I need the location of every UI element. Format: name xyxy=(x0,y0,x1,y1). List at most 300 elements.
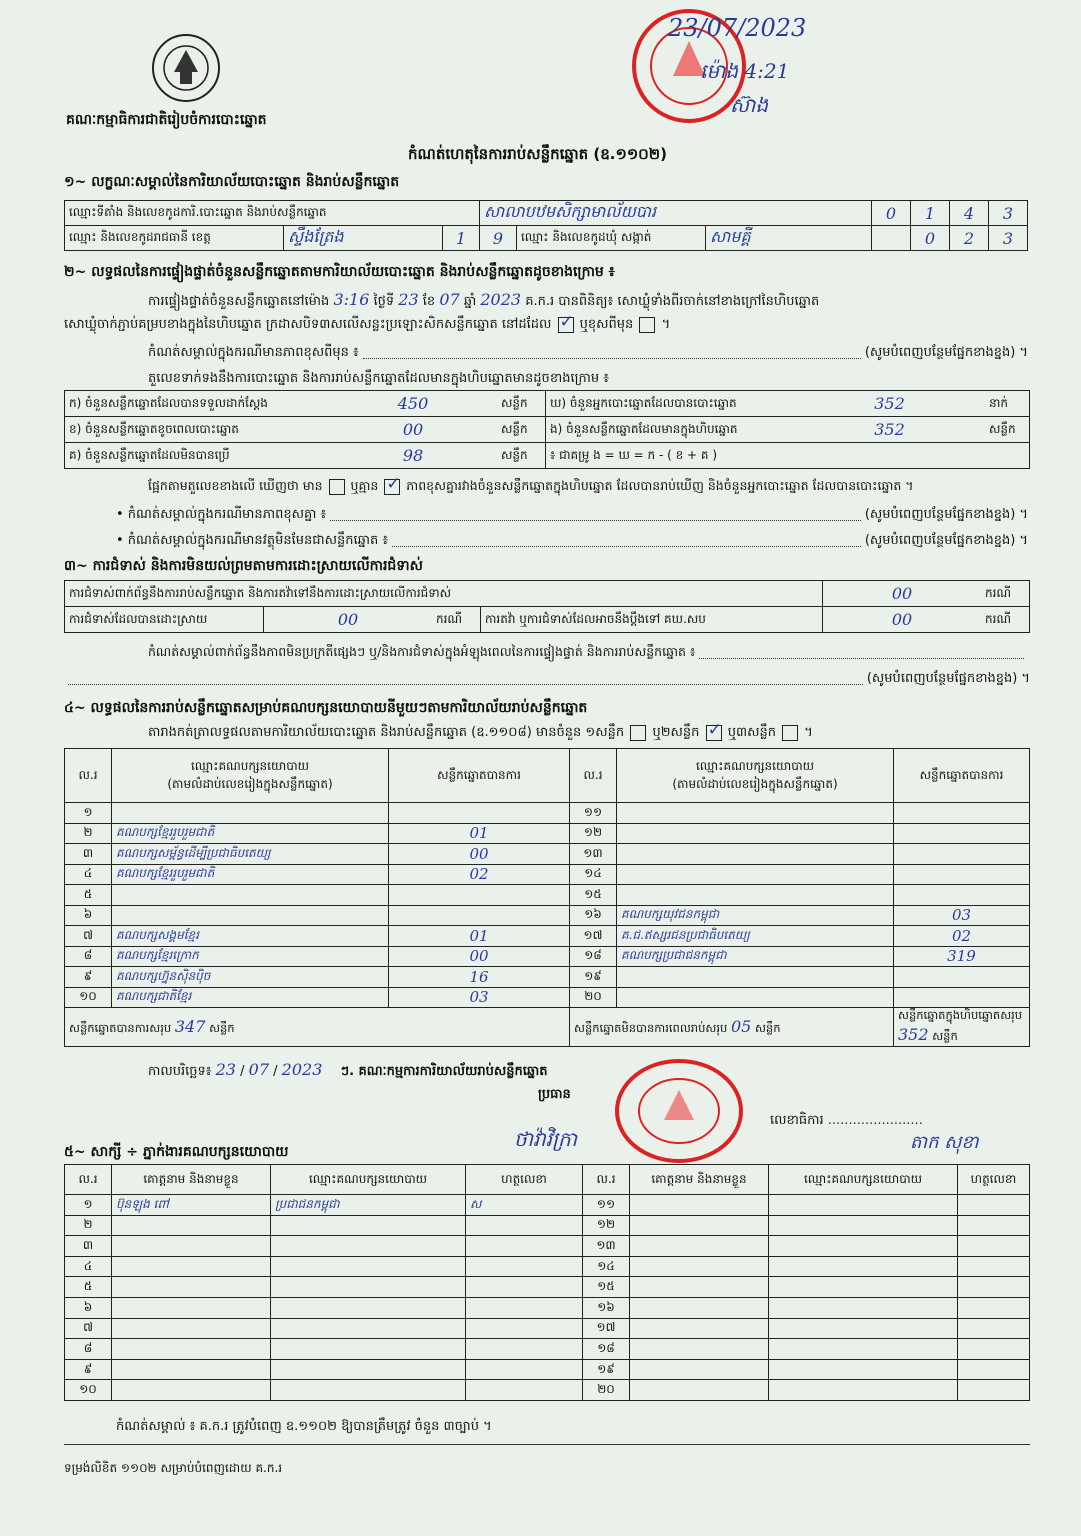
witness-no-right: ១៥ xyxy=(583,1277,630,1298)
witness-sign-left xyxy=(466,1277,583,1298)
section-3-heading: ៣~ ការជំទាស់ និងការមិនយល់ព្រមតាមការដោះស្រាយលើការជំទាស់ xyxy=(64,558,423,574)
footnote: កំណត់សម្គាល់ ៖ គ.ក.រ ត្រូវបំពេញ ឧ.១១០២ ឱ្យបានត្រឹមត្រូវ ចំនួន ៣ច្បាប់ ។ xyxy=(116,1419,492,1434)
party-name-right xyxy=(617,885,894,906)
total-valid-label: សន្លឹកឆ្នោតបានការសរុប xyxy=(69,1020,172,1035)
party-no-left: ៦ xyxy=(65,905,112,926)
witness-name-right xyxy=(630,1359,769,1380)
w-col-no-left: ល.រ xyxy=(65,1165,112,1195)
col-votes-right: សន្លឹកឆ្នោតបានការ xyxy=(894,749,1030,803)
station-code-3: 4 xyxy=(950,201,989,226)
total-box-unit: សន្លឹក xyxy=(932,1029,958,1043)
verify-seal-text: សោឃ្លុំចាក់ភ្ជាប់គម្របខាងក្នុងនៃហិបឆ្នោត ក្រដាសបិទ៣សលើសន្លះប្រឡោះសិកសន្លឹកឆ្នោត នៅដដែល xyxy=(64,317,552,332)
diff-note-row xyxy=(116,506,1028,525)
date-year: 2023 xyxy=(281,1060,323,1079)
witness-sign-right xyxy=(958,1277,1030,1298)
witness-no-left: ១០ xyxy=(65,1380,112,1401)
witness-party-left xyxy=(271,1339,466,1360)
col-votes-left: សន្លឹកឆ្នោតបានការ xyxy=(389,749,570,803)
secretary-line: លេខាធិការ ....................... xyxy=(770,1113,923,1128)
witness-party-right xyxy=(769,1380,958,1401)
party-no-left: ៤ xyxy=(65,864,112,885)
witness-no-right: ១៤ xyxy=(583,1256,630,1277)
complaint-resolved-label: ការជំទាស់ដែលបានដោះស្រាយ xyxy=(65,607,264,633)
witness-sign-right xyxy=(958,1339,1030,1360)
witness-row xyxy=(65,1297,1030,1318)
w-col-name-left: គោត្តនាម និងនាមខ្លួន xyxy=(112,1165,271,1195)
party-votes-left: 01 xyxy=(389,926,570,947)
witness-party-right xyxy=(769,1339,958,1360)
total-invalid xyxy=(570,1008,894,1047)
party-name-left: គណបក្សខ្មែររួបរួមជាតិ xyxy=(112,823,389,844)
party-votes-left: 02 xyxy=(389,864,570,885)
diff-note-label: • កំណត់សម្គាល់ក្នុងករណីមានភាពខុសគ្នា ៖ xyxy=(116,507,327,522)
form-note: ទម្រង់លិខិត ១១០២ សម្រាប់បំពេញដោយ គ.ក.រ xyxy=(64,1461,283,1475)
witness-party-left xyxy=(271,1359,466,1380)
one-sheet-checkbox[interactable] xyxy=(630,725,646,741)
party-no-right: ១៧ xyxy=(570,926,617,947)
witness-name-left xyxy=(112,1236,271,1257)
same-checkbox[interactable] xyxy=(558,317,574,333)
committee-label: ៗ. គណៈកម្មការការិយាល័យរាប់សន្លឹកឆ្នោត xyxy=(340,1064,548,1079)
witness-name-left: ប៊ុនឡុង ពៅ xyxy=(112,1195,271,1216)
col-party-left xyxy=(112,749,389,803)
total-box-label: សន្លឹកឆ្នោតក្នុងហិបឆ្នោតសរុប xyxy=(898,1008,1023,1022)
witness-sign-left xyxy=(466,1236,583,1257)
party-votes-left: 00 xyxy=(389,844,570,865)
verify-time: 3:16 xyxy=(333,290,370,309)
w-col-party-left: ឈ្មោះគណបក្សនយោបាយ xyxy=(271,1165,466,1195)
w-col-party-right: ឈ្មោះគណបក្សនយោបាយ xyxy=(769,1165,958,1195)
table-row xyxy=(65,823,1030,844)
commune-value: សាមគ្គី xyxy=(706,226,872,251)
witness-sign-right xyxy=(958,1359,1030,1380)
table-row xyxy=(65,905,1030,926)
party-votes-right xyxy=(894,967,1030,988)
figures-table xyxy=(64,390,1030,469)
party-votes-left xyxy=(389,803,570,824)
chair-label: ប្រធាន xyxy=(538,1087,571,1102)
witness-party-left xyxy=(271,1380,466,1401)
total-valid-unit: សន្លឹក xyxy=(209,1020,235,1035)
commune-code-3: 3 xyxy=(989,226,1028,251)
secretary-signature: តាក សុខា xyxy=(910,1132,979,1153)
date-label: កាលបរិច្ឆេទ៖ xyxy=(148,1064,212,1079)
party-name-left xyxy=(112,803,389,824)
witness-sign-left xyxy=(466,1359,583,1380)
total-box xyxy=(894,1008,1030,1047)
witness-no-right: ១៦ xyxy=(583,1297,630,1318)
party-name-right xyxy=(617,844,894,865)
witness-party-right xyxy=(769,1215,958,1236)
witness-party-left xyxy=(271,1297,466,1318)
complaint-appeal-value: 00 xyxy=(823,607,982,633)
org-name: គណៈកម្មាធិការជាតិរៀបចំការបោះឆ្នោត xyxy=(66,112,267,128)
witness-name-left xyxy=(112,1297,271,1318)
results-intro-text: តារាងកត់ត្រាលទ្ធផលតាមការិយាល័យបោះឆ្នោត និងរាប់សន្លឹកឆ្នោត (ឧ.១១០៨) មានចំនួន ១សន្លឹក xyxy=(148,725,625,740)
witness-sign-left xyxy=(466,1380,583,1401)
stamp-date: 23/07/2023 xyxy=(668,14,807,42)
fig-ng-unit: សន្លឹក xyxy=(985,417,1030,443)
party-name-right: គណបក្សប្រជាជនកម្ពុជា xyxy=(617,946,894,967)
total-invalid-label: សន្លឹកឆ្នោតមិនបានការពេលរាប់សរុប xyxy=(574,1020,728,1035)
col-party-right-sub: (តាមលំដាប់លេខរៀងក្នុងសន្លឹកឆ្នោត) xyxy=(672,776,838,791)
party-no-right: ២០ xyxy=(570,987,617,1008)
witness-no-right: ១១ xyxy=(583,1195,630,1216)
table-row xyxy=(65,987,1030,1008)
complaint-appeal-label: ការតវ៉ា ឬការជំទាស់ដែលអាចនឹងប្តឹងទៅ គឃ.សប xyxy=(481,607,823,633)
party-votes-left: 00 xyxy=(389,946,570,967)
three-sheet-label: ឬ៣សន្លឹក xyxy=(727,725,776,740)
changed-checkbox[interactable] xyxy=(639,317,655,333)
col-party-right-title: ឈ្មោះគណបក្សនយោបាយ xyxy=(695,758,815,773)
fig-kh-value: 00 xyxy=(329,417,497,443)
difference-note-label: កំណត់សម្គាល់ក្នុងករណីមានភាពខុសពីមុន ៖ xyxy=(148,345,359,360)
party-no-left: ៣ xyxy=(65,844,112,865)
station-code-4: 3 xyxy=(989,201,1028,226)
difference-note xyxy=(148,344,1028,363)
witness-no-left: ១ xyxy=(65,1195,112,1216)
date-day: 23 xyxy=(215,1060,236,1079)
witness-party-left xyxy=(271,1277,466,1298)
party-no-right: ១២ xyxy=(570,823,617,844)
verify-month: 07 xyxy=(439,290,460,309)
verify-text-b: ថ្ងៃទី xyxy=(373,294,395,309)
two-sheet-label: ឬ២សន្លឹក xyxy=(652,725,700,740)
form-title: កំណត់ហេតុនៃការរាប់សន្លឹកឆ្នោត (ឧ.១១០២) xyxy=(408,145,668,163)
party-name-left: គណបក្សសង្គមខ្មែរ xyxy=(112,926,389,947)
witness-name-right xyxy=(630,1339,769,1360)
total-invalid-value: 05 xyxy=(730,1016,752,1036)
fig-k-unit: សន្លឹក xyxy=(497,391,546,417)
party-votes-right xyxy=(894,803,1030,824)
party-no-right: ១៥ xyxy=(570,885,617,906)
total-valid xyxy=(65,1008,570,1047)
witness-party-left xyxy=(271,1215,466,1236)
discrepancy-text-c: ភាពខុសគ្នារវាងចំនួនសន្លឹកឆ្នោតក្នុងហិបឆ្នោត ដែលបានរាប់ឃើញ និងចំនួនអ្នកបោះឆ្នោត ដែលបានបោះឆ្នោត ។ xyxy=(406,478,914,493)
province-label: ឈ្មោះ និងលេខកូដរាជធានី ខេត្ត xyxy=(65,226,284,251)
witness-no-right: ១៧ xyxy=(583,1318,630,1339)
witness-sign-right xyxy=(958,1215,1030,1236)
col-party-left-sub: (តាមលំដាប់លេខរៀងក្នុងសន្លឹកឆ្នោត) xyxy=(167,776,333,791)
party-name-left: គណបក្សសម្ព័ន្ធដើម្បីប្រជាធិបតេយ្យ xyxy=(112,844,389,865)
party-votes-right xyxy=(894,823,1030,844)
witness-no-left: ៤ xyxy=(65,1256,112,1277)
fig-formula: ៖ ជាគម្រូ ង = ឃ = ក - ( ខ + គ ) xyxy=(546,443,1030,469)
verify-day: 23 xyxy=(398,290,419,309)
table-row xyxy=(65,844,1030,865)
table-row xyxy=(65,885,1030,906)
witness-no-left: ៥ xyxy=(65,1277,112,1298)
party-name-left: គណបក្សជាតិខ្មែរ xyxy=(112,987,389,1008)
nec-logo xyxy=(150,32,222,104)
stamp-time: ម៉ោង 4:21 xyxy=(700,59,790,83)
discrepancy-text-a: ផ្អែកតាមតួលេខខាងលើ ឃើញថា មាន xyxy=(148,478,323,493)
witness-row xyxy=(65,1380,1030,1401)
table-row xyxy=(65,946,1030,967)
col-party-right xyxy=(617,749,894,803)
witness-name-left xyxy=(112,1215,271,1236)
witness-name-left xyxy=(112,1339,271,1360)
witness-sign-left xyxy=(466,1339,583,1360)
complaints-table xyxy=(64,580,1030,633)
witness-row xyxy=(65,1236,1030,1257)
witness-no-left: ៦ xyxy=(65,1297,112,1318)
results-intro: តារាងកត់ត្រាលទ្ធផលតាមការិយាល័យបោះឆ្នោត និងរាប់សន្លឹកឆ្នោត (ឧ.១១០៨) មានចំនួន ១សន្លឹក ឬ២សន្លឹក ✓ ឬ៣សន្លឹក ។ xyxy=(148,724,813,743)
two-sheet-checkbox[interactable] xyxy=(706,725,722,741)
witness-name-left xyxy=(112,1318,271,1339)
committee-seal xyxy=(612,1058,746,1164)
complaint-resolved-value: 00 xyxy=(264,607,433,633)
party-votes-right xyxy=(894,844,1030,865)
party-name-left xyxy=(112,905,389,926)
complaint-total-value: 00 xyxy=(823,581,982,607)
fig-k-label: ក) ចំនួនសន្លឹកឆ្នោតដែលបានទទួលដាក់ស្តែង xyxy=(65,391,330,417)
complaint-total-label: ការជំទាស់ពាក់ព័ន្ធនឹងការរាប់សន្លឹកឆ្នោត និងការតវ៉ាទៅនឹងការដោះស្រាយលើការជំទាស់ xyxy=(65,581,823,607)
fig-w-unit: នាក់ xyxy=(985,391,1030,417)
w-col-no-right: ល.រ xyxy=(583,1165,630,1195)
section-1-heading: ១~ លក្ខណៈសម្គាល់នៃការិយាល័យបោះឆ្នោត និងរាប់សន្លឹកឆ្នោត xyxy=(64,174,400,190)
table-row xyxy=(65,864,1030,885)
witness-row xyxy=(65,1277,1030,1298)
witness-row xyxy=(65,1195,1030,1216)
witness-sign-right xyxy=(958,1236,1030,1257)
secretary-label: លេខាធិការ xyxy=(770,1113,824,1128)
w-col-sign-right: ហត្ថលេខា xyxy=(958,1165,1030,1195)
station-value: សាលាបឋមសិក្សាមាល័យបារ xyxy=(480,201,872,226)
witness-name-left xyxy=(112,1380,271,1401)
fig-w-value: 352 xyxy=(794,391,985,417)
witness-no-left: ៧ xyxy=(65,1318,112,1339)
verify-text-e: គ.ក.រ បានពិនិត្យ៖ សោឃ្លុំទាំងពីរចាក់នៅខាងក្រៅនៃហិបឆ្នោត xyxy=(525,294,820,309)
witness-name-right xyxy=(630,1256,769,1277)
object-note-fill: (សូមបំពេញបន្ថែមផ្នែកខាងខ្នង) ។ xyxy=(864,533,1028,548)
witness-sign-left xyxy=(466,1318,583,1339)
complaint-resolved-unit: ករណី xyxy=(432,607,481,633)
province-value: ស្ទឹងត្រែង xyxy=(284,226,443,251)
witness-no-left: ៨ xyxy=(65,1339,112,1360)
witness-sign-left xyxy=(466,1256,583,1277)
table-row xyxy=(65,803,1030,824)
witness-sign-right xyxy=(958,1318,1030,1339)
party-no-right: ១៦ xyxy=(570,905,617,926)
witness-party-right xyxy=(769,1236,958,1257)
irregularity-note xyxy=(148,644,1028,663)
witness-party-right xyxy=(769,1297,958,1318)
date-month: 07 xyxy=(248,1060,269,1079)
party-name-right: គណបក្សយុវជនកម្ពុជា xyxy=(617,905,894,926)
party-votes-right: 02 xyxy=(894,926,1030,947)
witness-name-left xyxy=(112,1359,271,1380)
party-votes-right xyxy=(894,864,1030,885)
station-code-2: 1 xyxy=(911,201,950,226)
verify-text-d: ឆ្នាំ xyxy=(463,294,477,309)
irregularity-note-label: កំណត់សម្គាល់ពាក់ព័ន្ធនឹងភាពមិនប្រក្រតីផ្សេងៗ ឬ/និងការជំទាស់ក្នុងអំឡុងពេលនៃការផ្ទៀងផ្ទាត់ និងការរាប់សន្លឹកឆ្នោត ៖ xyxy=(148,644,696,659)
witness-row xyxy=(65,1215,1030,1236)
party-name-right xyxy=(617,987,894,1008)
party-votes-right xyxy=(894,987,1030,1008)
witness-name-right xyxy=(630,1195,769,1216)
witness-name-right xyxy=(630,1380,769,1401)
party-votes-right xyxy=(894,885,1030,906)
fig-k-value: 450 xyxy=(329,391,497,417)
fig-g-value: 98 xyxy=(329,443,497,469)
witness-no-left: ៣ xyxy=(65,1236,112,1257)
witness-row xyxy=(65,1318,1030,1339)
party-votes-left: 16 xyxy=(389,967,570,988)
section-2-heading: ២~ លទ្ធផលនៃការផ្ទៀងផ្ទាត់ចំនួនសន្លឹកឆ្នោតតាមការិយាល័យបោះឆ្នោត និងរាប់សន្លឹកឆ្នោតដូចខាងក្រោម ៖ xyxy=(64,264,615,280)
verify-text-c: ខែ xyxy=(422,294,436,309)
witness-party-left xyxy=(271,1236,466,1257)
period: ។ xyxy=(661,317,671,332)
complaint-total-unit: ករណី xyxy=(981,581,1030,607)
witness-party-right xyxy=(769,1359,958,1380)
witness-sign-right xyxy=(958,1297,1030,1318)
difference-note-fill: (សូមបំពេញបន្ថែមផ្នែកខាងខ្នង) ។ xyxy=(864,345,1028,360)
witness-row xyxy=(65,1359,1030,1380)
party-no-right: ១៤ xyxy=(570,864,617,885)
witness-sign-right xyxy=(958,1195,1030,1216)
witness-party-left xyxy=(271,1256,466,1277)
witness-sign-left xyxy=(466,1215,583,1236)
total-valid-value: 347 xyxy=(174,1016,206,1036)
witness-sign-left xyxy=(466,1297,583,1318)
witness-name-right xyxy=(630,1215,769,1236)
witness-table xyxy=(64,1164,1030,1401)
verify-text-a: ការផ្ទៀងផ្ទាត់ចំនួនសន្លឹកឆ្នោតនៅម៉ោង xyxy=(148,294,330,309)
witness-no-right: ១២ xyxy=(583,1215,630,1236)
witness-name-right xyxy=(630,1277,769,1298)
party-no-left: ២ xyxy=(65,823,112,844)
section-4-heading: ៤~ លទ្ធផលនៃការរាប់សន្លឹកឆ្នោតសម្រាប់គណបក្សនយោបាយនីមួយៗតាមការិយាល័យរាប់សន្លឹកឆ្នោត xyxy=(64,700,588,716)
figures-intro: តួលេខទាក់ទងនឹងការបោះឆ្នោត និងការរាប់សន្លឹកឆ្នោតដែលមានក្នុងហិបឆ្នោតមានដូចខាងក្រោម ៖ xyxy=(148,371,609,386)
party-no-left: ១ xyxy=(65,803,112,824)
diff-note-fill: (សូមបំពេញបន្ថែមផ្នែកខាងខ្នង) ។ xyxy=(864,507,1028,522)
has-diff-checkbox[interactable] xyxy=(329,479,345,495)
witness-party-right xyxy=(769,1277,958,1298)
party-no-right: ១៩ xyxy=(570,967,617,988)
witness-sign-right xyxy=(958,1380,1030,1401)
col-no-left: ល.រ xyxy=(65,749,112,803)
witness-name-right xyxy=(630,1236,769,1257)
w-col-name-right: គោត្តនាម និងនាមខ្លួន xyxy=(630,1165,769,1195)
date-line: កាលបរិច្ឆេទ៖ 23 / 07 / 2023 ៗ. គណៈកម្មការការិយាល័យរាប់សន្លឹកឆ្នោត xyxy=(148,1060,548,1079)
three-sheet-checkbox[interactable] xyxy=(782,725,798,741)
party-no-right: ១៨ xyxy=(570,946,617,967)
party-votes-left: 03 xyxy=(389,987,570,1008)
witness-party-left: ប្រជាជនកម្ពុជា xyxy=(271,1195,466,1216)
party-name-right xyxy=(617,803,894,824)
verify-line-2 xyxy=(64,316,670,335)
chair-signature: ថាវ៉ាវិក្រា xyxy=(514,1127,578,1151)
province-code-1: 1 xyxy=(443,226,480,251)
party-name-right xyxy=(617,967,894,988)
party-name-left: គណបក្សខ្មែរក្រោក xyxy=(112,946,389,967)
total-box-value: 352 xyxy=(898,1025,929,1044)
verify-line-1 xyxy=(148,290,1038,312)
witness-no-right: ២០ xyxy=(583,1380,630,1401)
party-votes-left xyxy=(389,885,570,906)
complaint-appeal-unit: ករណី xyxy=(981,607,1030,633)
witness-name-left xyxy=(112,1277,271,1298)
witness-row xyxy=(65,1339,1030,1360)
fig-w-label: ឃ) ចំនួនអ្នកបោះឆ្នោតដែលបានបោះឆ្នោត xyxy=(546,391,795,417)
footer-rule xyxy=(64,1444,1030,1445)
section-5-heading: ៥~ សាក្សី ÷ ភ្នាក់ងារគណបក្សនយោបាយ xyxy=(64,1144,289,1160)
party-name-right xyxy=(617,823,894,844)
witness-sign-right xyxy=(958,1256,1030,1277)
party-name-left xyxy=(112,885,389,906)
witness-name-left xyxy=(112,1256,271,1277)
w-col-sign-left: ហត្ថលេខា xyxy=(466,1165,583,1195)
witness-name-right xyxy=(630,1297,769,1318)
commune-code-2: 2 xyxy=(950,226,989,251)
station-code-1: 0 xyxy=(872,201,911,226)
fig-ng-value: 352 xyxy=(794,417,985,443)
party-no-left: ១០ xyxy=(65,987,112,1008)
fig-ng-label: ង) ចំនួនសន្លឹកឆ្នោតដែលមានក្នុងហិបឆ្នោត xyxy=(546,417,795,443)
party-no-left: ៥ xyxy=(65,885,112,906)
witness-party-right xyxy=(769,1256,958,1277)
commune-code-1: 0 xyxy=(911,226,950,251)
fig-g-label: គ) ចំនួនសន្លឹកឆ្នោតដែលមិនបានប្រើ xyxy=(65,443,330,469)
witness-party-left xyxy=(271,1318,466,1339)
discrepancy-text-b: ឬគ្មាន xyxy=(350,478,379,493)
party-no-right: ១១ xyxy=(570,803,617,824)
fig-kh-label: ខ) ចំនួនសន្លឹកឆ្នោតខូចពេលបោះឆ្នោត xyxy=(65,417,330,443)
col-party-left-title: ឈ្មោះគណបក្សនយោបាយ xyxy=(190,758,310,773)
irregularity-note-fill: (សូមបំពេញបន្ថែមផ្នែកខាងខ្នង) ។ xyxy=(866,671,1030,686)
witness-no-left: ៩ xyxy=(65,1359,112,1380)
commune-label: ឈ្មោះ និងលេខកូដឃុំ សង្កាត់ xyxy=(517,226,706,251)
party-no-right: ១៣ xyxy=(570,844,617,865)
station-label: ឈ្មោះទីតាំង និងលេខកូដការិ.បោះឆ្នោត និងរាប់សន្លឹកឆ្នោត xyxy=(65,201,480,226)
party-name-left: គណបក្សហ្វ៊ុនស៊ិនប៉ិច xyxy=(112,967,389,988)
party-votes-left: 01 xyxy=(389,823,570,844)
province-code-2: 9 xyxy=(480,226,517,251)
table-row xyxy=(65,926,1030,947)
stamp-signature: ស៊ាង xyxy=(730,93,769,117)
fig-kh-unit: សន្លឹក xyxy=(497,417,546,443)
witness-sign-left: ស xyxy=(466,1195,583,1216)
changed-label: ឬខុសពីមុន xyxy=(579,317,634,332)
no-diff-checkbox[interactable] xyxy=(384,479,400,495)
witness-no-right: ១៣ xyxy=(583,1236,630,1257)
col-no-right: ល.រ xyxy=(570,749,617,803)
total-invalid-unit: សន្លឹក xyxy=(754,1020,781,1035)
fig-g-unit: សន្លឹក xyxy=(497,443,546,469)
party-name-left: គណបក្សខ្មែររួបរួមជាតិ xyxy=(112,864,389,885)
witness-party-right xyxy=(769,1195,958,1216)
section-1-table xyxy=(64,200,1028,251)
witness-no-right: ១៨ xyxy=(583,1339,630,1360)
witness-no-right: ១៩ xyxy=(583,1359,630,1380)
party-no-left: ៩ xyxy=(65,967,112,988)
discrepancy-line xyxy=(148,478,914,497)
witness-name-right xyxy=(630,1318,769,1339)
party-votes-left xyxy=(389,905,570,926)
party-no-left: ៨ xyxy=(65,946,112,967)
table-row xyxy=(65,967,1030,988)
witness-party-right xyxy=(769,1318,958,1339)
object-note-row xyxy=(116,532,1028,551)
witness-no-left: ២ xyxy=(65,1215,112,1236)
party-no-left: ៧ xyxy=(65,926,112,947)
party-name-right xyxy=(617,864,894,885)
party-votes-right: 319 xyxy=(894,946,1030,967)
irregularity-note-2 xyxy=(64,670,1030,689)
witness-row xyxy=(65,1256,1030,1277)
party-votes-right: 03 xyxy=(894,905,1030,926)
